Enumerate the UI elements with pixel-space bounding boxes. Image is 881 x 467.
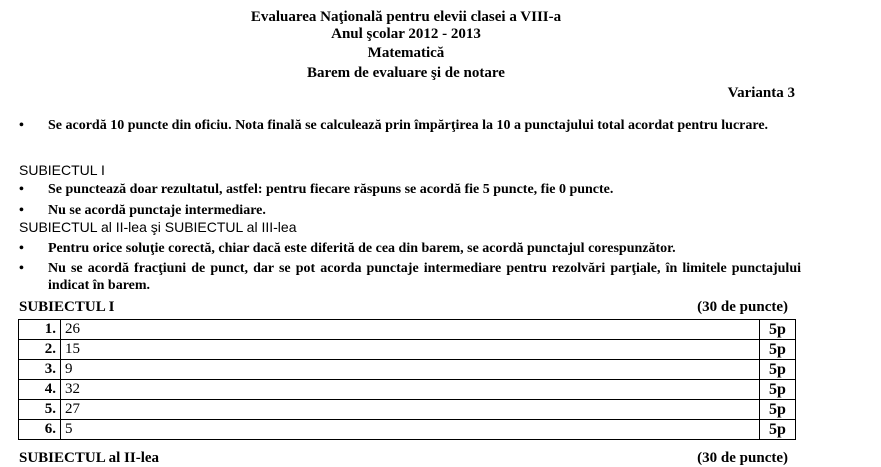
subject23-rule-1-text: Pentru orice soluţie corectă, chiar dacă este diferită de cea din barem, se acordă punctajul corespunzător.: [48, 241, 676, 256]
subject2-title: SUBIECTUL al II-lea: [19, 450, 160, 466]
table-row: [19, 420, 796, 440]
header-line-3: Matematică: [367, 45, 445, 61]
row-score: 5p: [760, 340, 796, 360]
row-answer: 9: [61, 360, 760, 380]
bullet-icon: •: [19, 241, 24, 256]
row-answer: 32: [61, 380, 760, 400]
row-score: 5p: [760, 380, 796, 400]
header-line-2: Anul şcolar 2012 - 2013: [331, 26, 481, 42]
subject2-points: (30 de puncte): [697, 450, 788, 466]
subject1-rule-2-text: Nu se acordă punctaje intermediare.: [48, 203, 266, 218]
row-answer: 5: [61, 420, 760, 440]
answer-table: [18, 319, 796, 440]
row-score: 5p: [760, 400, 796, 420]
table-row: [19, 360, 796, 380]
row-score: 5p: [760, 360, 796, 380]
table-row: [19, 340, 796, 360]
table-row: [19, 400, 796, 420]
subject23-rules-title: SUBIECTUL al II-lea şi SUBIECTUL al III-lea: [19, 219, 297, 235]
subject23-rule-1: [19, 240, 801, 257]
row-number: 1.: [19, 320, 61, 340]
subject1-rules-title: SUBIECTUL I: [19, 162, 105, 178]
row-number: 3.: [19, 360, 61, 380]
header-line-4: Barem de evaluare şi de notare: [307, 65, 505, 81]
row-answer: 26: [61, 320, 760, 340]
row-number: 2.: [19, 340, 61, 360]
bullet-icon: •: [19, 118, 24, 133]
subject1-rule-1-text: Se punctează doar rezultatul, astfel: pentru fiecare răspuns se acordă fie 5 puncte, fie 0 puncte.: [48, 182, 614, 197]
header-line-1: Evaluarea Naţională pentru elevii clasei a VIII-a: [250, 9, 562, 25]
row-number: 4.: [19, 380, 61, 400]
row-number: 6.: [19, 420, 61, 440]
bullet-icon: •: [19, 203, 24, 218]
bullet-icon: •: [19, 261, 24, 276]
row-answer: 15: [61, 340, 760, 360]
subject23-rule-2-text: Nu se acordă fracţiuni de punct, dar se pot acorda punctaje intermediare pentru rezolvări parţiale, în limitele punctajului indicat în barem.: [48, 261, 801, 293]
bullet-icon: •: [19, 182, 24, 197]
subject1-points: (30 de puncte): [697, 299, 788, 315]
general-note: [19, 117, 801, 134]
row-number: 5.: [19, 400, 61, 420]
table-row: [19, 320, 796, 340]
subject1-title: SUBIECTUL I: [19, 299, 115, 315]
row-score: 5p: [760, 420, 796, 440]
row-score: 5p: [760, 320, 796, 340]
variant-label: Varianta 3: [727, 85, 795, 101]
subject1-rule-1: [19, 181, 801, 198]
subject23-rule-2: [19, 260, 801, 294]
row-answer: 27: [61, 400, 760, 420]
table-row: [19, 380, 796, 400]
general-note-text: Se acordă 10 puncte din oficiu. Nota finală se calculează prin împărţirea la 10 a punctajului total acordat pentru lucrare.: [48, 118, 769, 133]
subject1-rule-2: [19, 202, 801, 219]
